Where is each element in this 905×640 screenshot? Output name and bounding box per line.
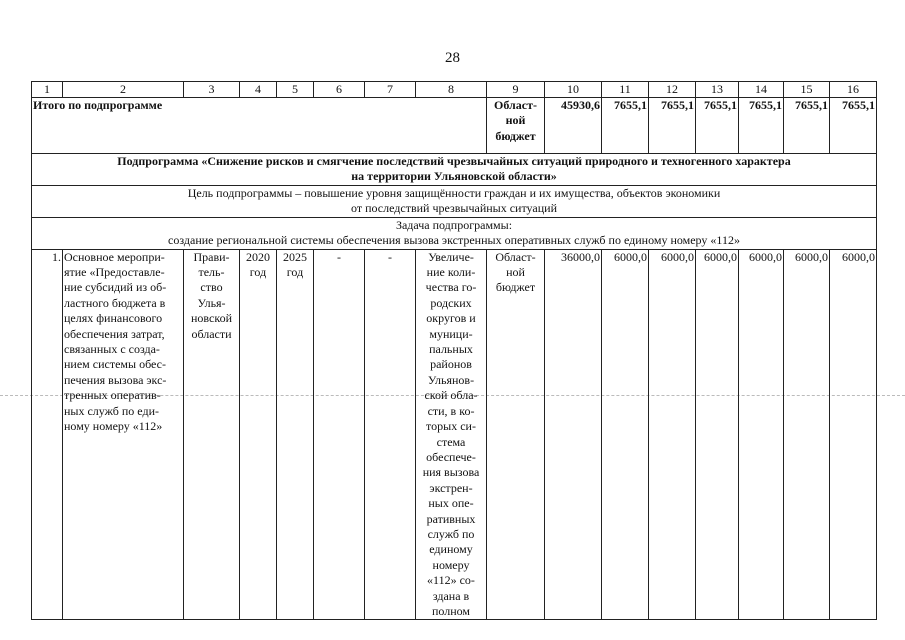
indicator-line: экстрен- — [429, 480, 473, 495]
indicator-line: районов — [430, 357, 472, 372]
indicator-line: ративных — [426, 511, 476, 526]
column-number: 7 — [365, 82, 416, 98]
indicator-line: обеспече- — [426, 449, 476, 464]
item-description-line: ние субсидий из об- — [64, 280, 167, 295]
end-year-line: год — [286, 265, 304, 280]
item-value: 6000,0 — [739, 249, 784, 620]
subprogram-title-line: Подпрограмма «Снижение рисков и смягчение последствий чрезвычайных ситуаций природного и техногенного характера — [117, 154, 791, 168]
item-description-line: Основное меропри- — [64, 249, 165, 264]
indicator-line: родских — [430, 295, 472, 310]
subprogram-title-line: на территории Ульяновской области» — [351, 169, 557, 184]
item-indicator — [416, 249, 487, 620]
total-value: 7655,1 — [602, 98, 649, 154]
column-number: 14 — [739, 82, 784, 98]
item-source-line: ной — [506, 265, 525, 280]
total-value: 7655,1 — [784, 98, 830, 154]
item-executor-line: области — [191, 326, 232, 341]
subprogram-title — [32, 154, 877, 186]
budget-table — [31, 81, 877, 620]
indicator-line: «112» со- — [427, 573, 475, 588]
total-label: Итого по подпрограмме — [32, 98, 487, 154]
item-end-year — [277, 249, 314, 620]
subprogram-goal — [32, 186, 877, 218]
column-number: 1 — [32, 82, 63, 98]
column-number: 11 — [602, 82, 649, 98]
budget-table-sheet — [31, 81, 876, 620]
subprogram-task — [32, 217, 877, 249]
column-number: 15 — [784, 82, 830, 98]
start-year-line: год — [249, 265, 267, 280]
item-executor-line: Улья- — [197, 295, 226, 310]
item-start-year — [240, 249, 277, 620]
item-description-line: целях финансового — [64, 311, 163, 326]
indicator-line: здана в — [432, 588, 470, 603]
total-value: 7655,1 — [830, 98, 877, 154]
indicator-line: чества го- — [425, 280, 477, 295]
subprogram-title-row — [32, 154, 877, 186]
item-source-line: бюджет — [495, 280, 536, 295]
total-row — [32, 98, 877, 154]
goal-line: от последствий чрезвычайных ситуаций — [351, 201, 557, 216]
item-executor-line: Прави- — [193, 249, 230, 264]
item-executor — [184, 249, 240, 620]
indicator-line: торых си- — [426, 419, 476, 434]
item-value: 6000,0 — [784, 249, 830, 620]
item-value: 36000,0 — [545, 249, 602, 620]
task-line: Задача подпрограммы: — [395, 217, 513, 232]
item-number: 1. — [32, 249, 63, 620]
item-description-line: ятие «Предоставле- — [64, 265, 165, 280]
total-source-line: ной — [505, 113, 526, 128]
item-description-line: печения вызова экс- — [64, 372, 167, 387]
indicator-line: округов и — [426, 311, 476, 326]
item-row — [32, 249, 877, 620]
indicator-line: сти, в ко- — [427, 403, 475, 418]
indicator-line: стема — [436, 434, 466, 449]
indicator-line: ния вызова — [422, 465, 480, 480]
item-executor-line: ство — [200, 280, 223, 295]
indicator-line: Увеличе- — [428, 249, 474, 264]
item-source — [487, 249, 545, 620]
end-year-line: 2025 — [283, 249, 307, 264]
indicator-line: единому — [429, 542, 473, 557]
column-number: 13 — [696, 82, 739, 98]
indicator-line: ской обла- — [424, 388, 478, 403]
total-value: 45930,6 — [545, 98, 602, 154]
column-number: 5 — [277, 82, 314, 98]
item-description-line: нием системы обес- — [64, 357, 166, 372]
start-year-line: 2020 — [246, 249, 270, 264]
column-number: 12 — [649, 82, 696, 98]
item-description — [63, 249, 184, 620]
item-description-line: ных служб по еди- — [64, 403, 159, 418]
total-source-line: бюджет — [495, 128, 536, 143]
indicator-line: служб по — [427, 526, 475, 541]
column-number: 2 — [63, 82, 184, 98]
item-value: 6000,0 — [649, 249, 696, 620]
column-number: 8 — [416, 82, 487, 98]
item-description-line: ластного бюджета в — [64, 295, 166, 310]
column-number: 9 — [487, 82, 545, 98]
item-source-line: Област- — [495, 249, 536, 264]
column-number-row — [32, 82, 877, 98]
item-description-line: тренных оператив- — [64, 388, 161, 403]
indicator-line: муници- — [429, 326, 473, 341]
total-source — [487, 98, 545, 154]
indicator-line: пальных — [429, 342, 473, 357]
item-description-line: связанных с созда- — [64, 342, 160, 357]
indicator-line: ние коли- — [426, 265, 476, 280]
total-value: 7655,1 — [649, 98, 696, 154]
item-value: 6000,0 — [696, 249, 739, 620]
item-value: 6000,0 — [830, 249, 877, 620]
column-number: 3 — [184, 82, 240, 98]
total-value: 7655,1 — [739, 98, 784, 154]
page-number: 28 — [445, 50, 460, 66]
item-executor-line: тель- — [198, 265, 225, 280]
indicator-line: ных опе- — [428, 496, 474, 511]
indicator-line: номеру — [432, 557, 470, 572]
task-line: создание региональной системы обеспечения вызова экстренных оперативных служб по единому номеру «112» — [168, 233, 740, 248]
column-number: 10 — [545, 82, 602, 98]
item-executor-line: новской — [191, 311, 232, 326]
total-source-line: Област- — [494, 98, 537, 112]
column-number: 6 — [314, 82, 365, 98]
indicator-line: полном — [431, 603, 471, 618]
item-col6: - — [314, 249, 365, 620]
total-value: 7655,1 — [696, 98, 739, 154]
column-number: 4 — [240, 82, 277, 98]
goal-row — [32, 186, 877, 218]
item-description-line: ному номеру «112» — [64, 419, 163, 434]
goal-line: Цель подпрограммы – повышение уровня защищённости граждан и их имущества, объектов экономики — [187, 186, 721, 200]
task-row — [32, 217, 877, 249]
item-description-line: обеспечения затрат, — [64, 326, 165, 341]
column-number: 16 — [830, 82, 877, 98]
item-col7: - — [365, 249, 416, 620]
item-value: 6000,0 — [602, 249, 649, 620]
indicator-line: Ульянов- — [427, 372, 475, 387]
